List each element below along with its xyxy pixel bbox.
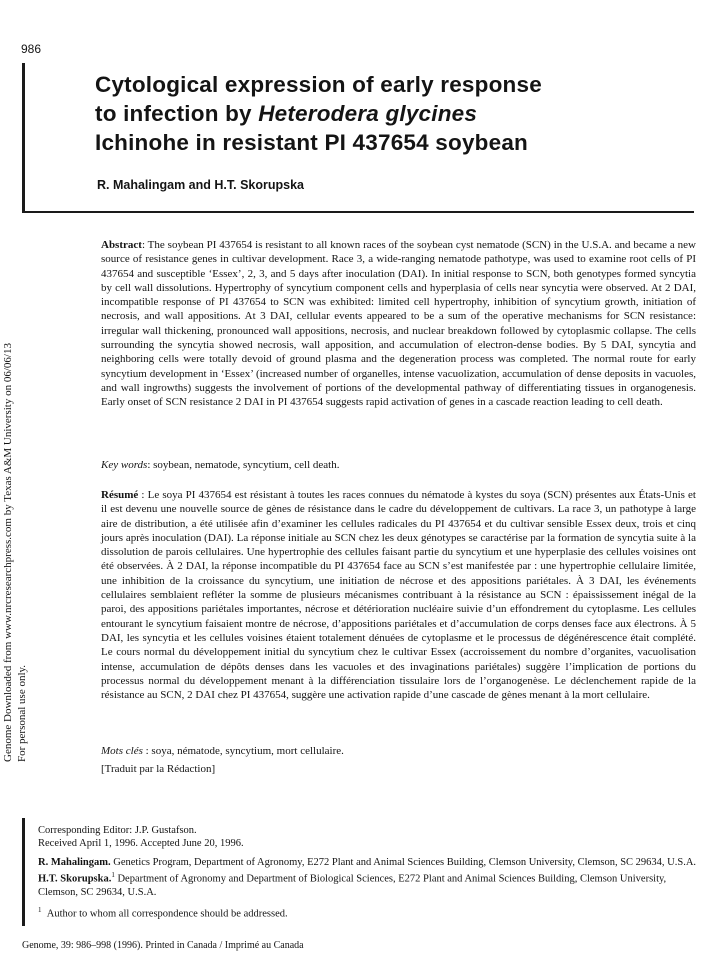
resume <box>101 488 696 702</box>
abstract-text: : The soybean PI 437654 is resistant to all known races of the soybean cyst nematode (SCN) in the U.S.A. and became a new source of resistance genes in cultivar development. Race 3, a wide-ranging nematode pathotype, was used to examine root cells of PI 437654 and susceptible ‘Essex’, 2, 3, and 5 days after inoculation (DAI). In initial response to SCN, both genotypes formed syncytia by cell wall dissolutions. Hypertrophy of syncytium component cells and hyperplasia of cells near syncytia were observed. At 2 DAI, incompatible response of PI 437654 to SCN was exhibited: limited cell hypertrophy, inhibition of syncytium growth, initiation of necrosis, and wall appositions. At 3 DAI, cellular events appeared to be a sum of the operative mechanisms for SCN resistance: irregular wall thickening, pronounced wall appositions, necrosis, and nuclear breakdown followed by cytoplasmic collapse. The cells surrounding the syncytia showed necrosis, wall apposition, and accumulation of electron-dense bodies. By 5 DAI, syncytia and neighboring cells were totally devoid of ground plasma and the degeneration process was completed. The normal route for early syncytium development in ‘Essex’ (increased number of organelles, intense vacuolization, accumulation of dense deposits in vacuoles, and wall ingrowths) suggests the involvement of portions of the developmental pathway of differentiating tissues in organogenesis. Early onset of SCN resistance 2 DAI in PI 437654 suggests rapid activation of genes in a cascade reaction leading to cell death. <box>101 239 696 409</box>
side-notice-line-1: Genome Downloaded from www.nrcresearchpress.com by Texas A&M University on 06/06/13 <box>2 343 14 762</box>
correspondence-note-text: Author to whom all correspondence should be addressed. <box>46 908 288 920</box>
footnote-left-rule <box>22 818 25 926</box>
abstract-label: Abstract <box>101 239 142 251</box>
corresponding-editor: Corresponding Editor: J.P. Gustafson. <box>38 825 197 836</box>
page-number: 986 <box>21 42 42 56</box>
abstract <box>101 238 696 410</box>
resume-label: Résumé <box>101 489 139 501</box>
title-species-name: Heterodera glycines <box>258 101 478 126</box>
correspondence-note <box>38 904 698 921</box>
side-download-notice <box>2 222 42 762</box>
translation-note <box>101 762 696 776</box>
author-2-footnote-mark: 1 <box>111 870 115 879</box>
title-line-1: Cytological expression of early response <box>95 72 542 97</box>
author-1-affil-text: Genetics Program, Department of Agronomy, E272 Plant and Animal Sciences Building, Clemson University, Clemson, SC 29634, U.S.A. <box>110 856 697 868</box>
mots-cles-label: Mots clés <box>101 745 143 757</box>
title-line-3: Ichinohe in resistant PI 437654 soybean <box>95 130 528 155</box>
side-notice-line-2: For personal use only. <box>16 664 28 762</box>
keywords-label: Key words <box>101 459 148 471</box>
footnotes <box>38 824 698 921</box>
keywords <box>101 458 696 472</box>
journal-citation-line: Genome, 39: 986–998 (1996). Printed in Canada / Imprimé au Canada <box>22 940 304 951</box>
title-bottom-rule <box>22 211 694 213</box>
title-left-rule <box>22 63 25 213</box>
keywords-text: : soybean, nematode, syncytium, cell death. <box>147 459 340 471</box>
resume-text: : Le soya PI 437654 est résistant à toutes les races connues du nématode à kystes du soya (SCN) présentes aux États-Unis et il est devenu une nouvelle source de gènes de résistance dans le cadre du développement de cultivars. La race 3, un pathotype à large aire de distribution, a été utilisée afin d’examiner les cellules radicales du PI 437654 et du cultivar sensible Essex deux, trois et cinq jours après inoculation (DAI). La réponse initiale au SCN chez les deux génotypes se caractérise par la formation de syncytia suite à la dissolution de parois cellulaires. Une hypertrophie des cellules faisant partie du syncytium et une hyperplasie des cellules voisines ont été observées. À 2 DAI, la réponse incompatible du PI 437654 face au SCN s’est manifestée par : une hypertrophie cellulaire limitée, une inhibition de la croissance du syncytium, une initiation de nécrose et des appositions pariétales. À 3 DAI, les événements cellulaires semblaient refléter la somme de plusieurs mécanismes contribuant à la résistance au SCN : épaississement inégal de la paroi, des appositions pariétales importantes, nécrose et détérioration nucléaire suivie d’un effondrement du cytoplasme. Les cellules entourant le syncytium faisaient montre de nécrose, d’appositions pariétales et d’accumulation de corps denses face aux électrons. À 5 DAI, les syncytia et les cellules voisines étaient totalement dénuées de cytoplasme et le processus de dégénérescence était complété. Le cours normal du développement initial du syncytium chez le cultivar Essex (accroissement du nombre d’organites, vacuolisation intense, accumulation de dépôts denses dans les vacuoles et des invaginations pariétales) suggère l’implication de portions du processus normal du développement menant à la différenciation tissulaire lors de l’organogenèse. Le déclenchement rapide de la résistance au SCN, 2 DAI chez PI 437654, suggère une activation rapide d’une cascade de gènes menant à la mort cellulaire. <box>101 489 696 702</box>
article-title <box>95 70 695 157</box>
author-1-affiliation <box>38 856 698 869</box>
authors: R. Mahalingam and H.T. Skorupska <box>97 178 304 192</box>
author-1-name: R. Mahalingam. <box>38 856 111 868</box>
mots-cles <box>101 744 696 758</box>
author-2-name: H.T. Skorupska. <box>38 873 112 885</box>
mots-cles-text: : soya, nématode, syncytium, mort cellulaire. <box>142 745 344 757</box>
translation-note-text: [Traduit par la Rédaction] <box>101 763 216 775</box>
author-2-affil-text: Department of Agronomy and Department of Biological Sciences, E272 Plant and Animal Sciences Building, Clemson University, Clemson, SC 29634, U.S.A. <box>38 873 667 898</box>
correspondence-footnote-mark: 1 <box>38 905 42 914</box>
author-2-affiliation <box>38 869 698 899</box>
received-dates: Received April 1, 1996. Accepted June 20, 1996. <box>38 838 244 850</box>
title-line-2-prefix: to infection by <box>95 101 259 126</box>
